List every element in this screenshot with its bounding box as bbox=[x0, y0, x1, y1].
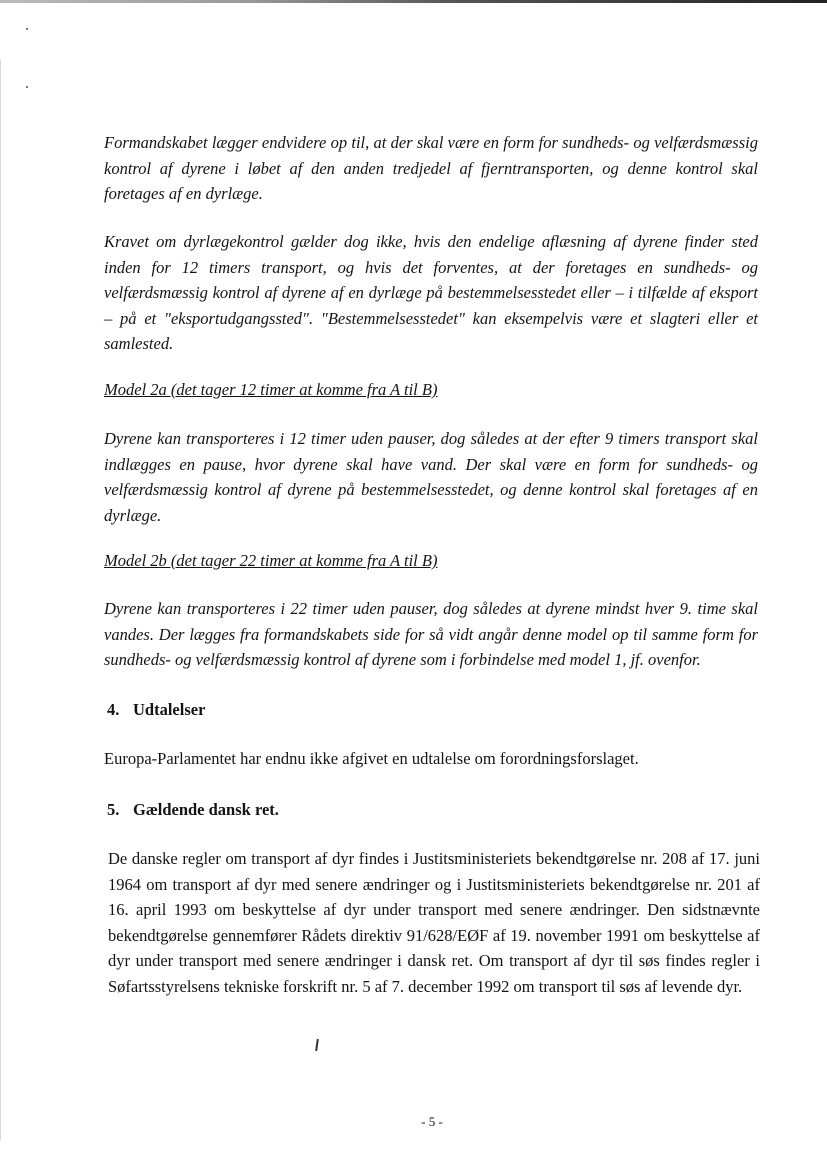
paragraph-kravet: Kravet om dyrlægekontrol gælder dog ikke, hvis den endelige aflæsning af dyrene finder sted inden for 12 timers transport, og hvis det forventes, at der foretages en sundheds- og velfærdsmæssig kontrol af dyrene af en dyrlæge på bestemmelsesstedet eller – i tilfælde af eksport – på et "eksportudgangssted". "Bestemmelsesstedet" kan eksempelvis være et slagteri eller et samlested. bbox=[104, 232, 758, 353]
paragraph-formandskabet: Formandskabet lægger endvidere op til, at der skal være en form for sundheds- og velfærdsmæssig kontrol af dyrene i løbet af den anden tredjedel af fjerntransporten, og denne kontrol skal foretages af en dyrlæge. bbox=[104, 133, 758, 203]
model-2b-heading: Model 2b (det tager 22 timer at komme fra A til B) bbox=[104, 551, 438, 570]
paragraph-model-2b: Dyrene kan transporteres i 22 timer uden pauser, dog således at dyrene mindst hver 9. time skal vandes. Der lægges fra formandskabets side for så vidt angår denne model op til samme form for sundheds- og velfærdsmæssig kontrol af dyrene som i forbindelse med model 1, jf. ovenfor. bbox=[104, 599, 758, 669]
section-4-heading bbox=[107, 700, 205, 720]
scan-speck bbox=[26, 86, 28, 88]
scan-left-edge bbox=[0, 60, 1, 1140]
model-2a-heading: Model 2a (det tager 12 timer at komme fra A til B) bbox=[104, 380, 438, 399]
section-title: Udtalelser bbox=[133, 700, 206, 719]
page-number: - 5 - bbox=[421, 1114, 443, 1129]
section-5-heading bbox=[107, 800, 279, 820]
paragraph-model-2a: Dyrene kan transporteres i 12 timer uden pauser, dog således at der efter 9 timers transport skal indlægges en pause, hvor dyrene skal have vand. Der skal være en form for sundheds- og velfærdsmæssig kontrol af dyrene på bestemmelsesstedet, og denne kontrol skal foretages af en dyrlæge. bbox=[104, 429, 758, 525]
scan-mark bbox=[315, 1039, 319, 1051]
paragraph-dansk-ret: De danske regler om transport af dyr findes i Justitsministeriets bekendtgørelse nr. 208 af 17. juni 1964 om transport af dyr med senere ændringer og i Justitsministeriets bekendtgørelse nr. 201 af 16. april 1993 om beskyttelse af dyr under transport med senere ændringer. Den sidstnævnte bekendtgørelse gennemfører Rådets direktiv 91/628/EØF af 19. november 1991 om beskyttelse af dyr under transport med senere ændringer i dansk ret. Om transport af dyr til søs findes regler i Søfartsstyrelsens tekniske forskrift nr. 5 af 7. december 1992 om transport til søs af levende dyr. bbox=[108, 849, 760, 996]
section-number: 5. bbox=[107, 800, 120, 819]
scan-top-edge bbox=[0, 0, 827, 3]
section-number: 4. bbox=[107, 700, 120, 719]
scan-speck bbox=[26, 28, 28, 30]
section-title: Gældende dansk ret. bbox=[133, 800, 279, 819]
paragraph-udtalelser: Europa-Parlamentet har endnu ikke afgivet en udtalelse om forordningsforslaget. bbox=[104, 749, 639, 768]
